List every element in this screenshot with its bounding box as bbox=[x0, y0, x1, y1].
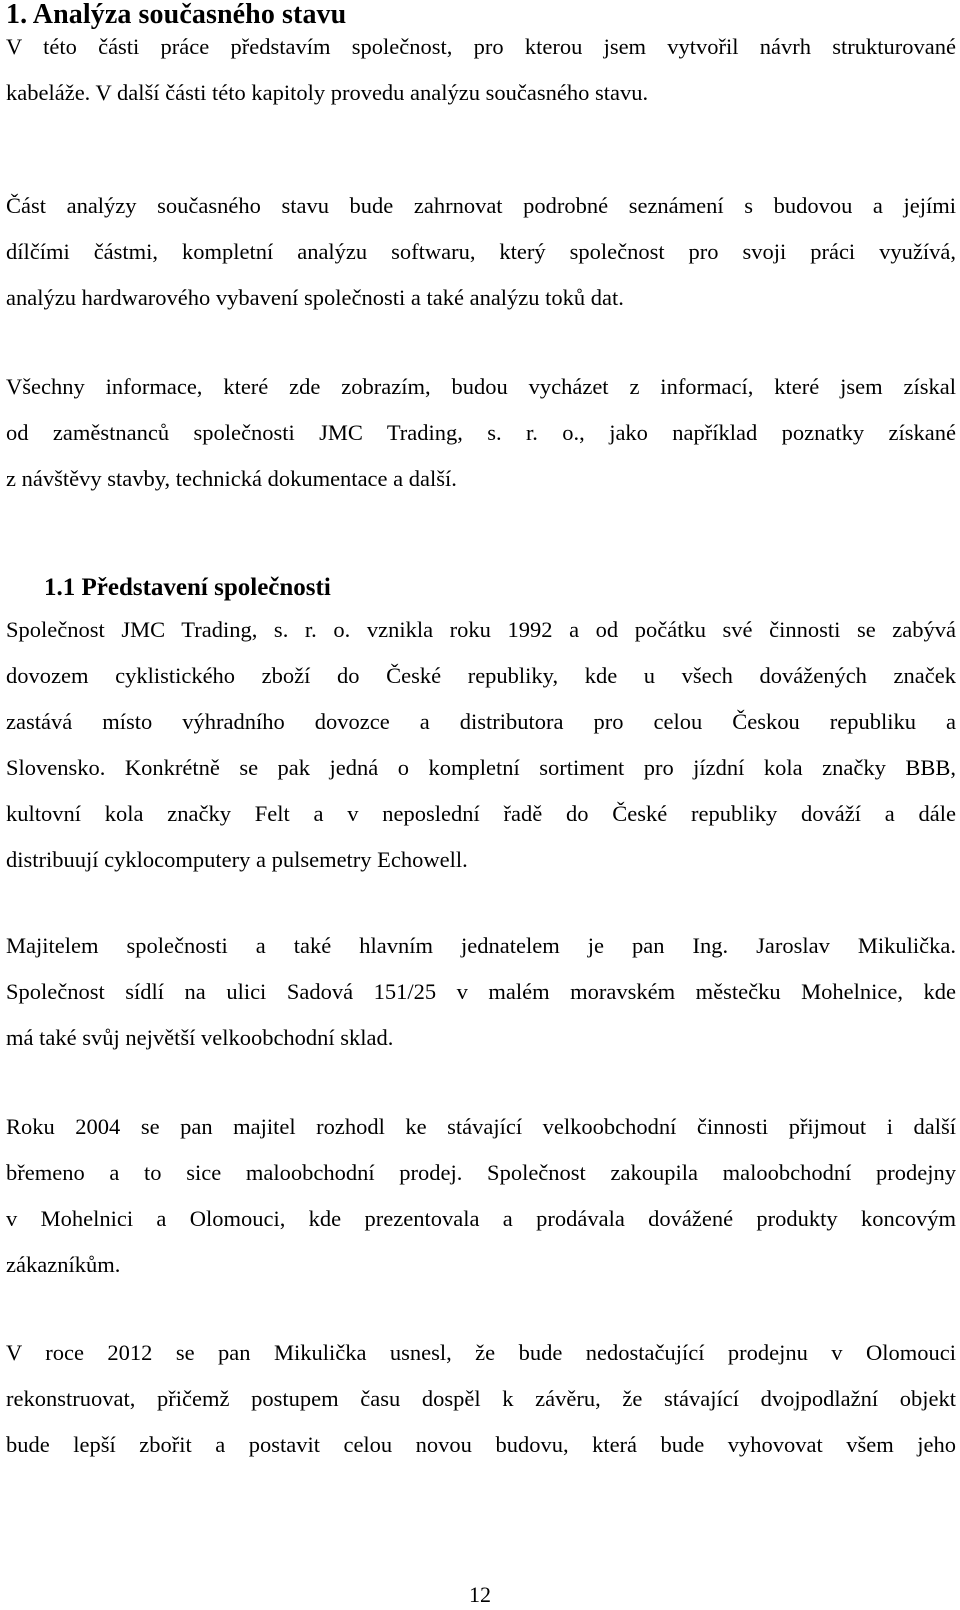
paragraph-line: Majitelem společnosti a také hlavním jednatelem je pan Ing. Jaroslav Mikulička. bbox=[6, 933, 956, 958]
paragraph-line: kultovní kola značky Felt a v neposlední řadě do České republiky dováží a dále bbox=[6, 801, 956, 826]
paragraph-line: analýzu hardwarového vybavení společnosti a také analýzu toků dat. bbox=[6, 285, 624, 310]
paragraph-line: V roce 2012 se pan Mikulička usnesl, že bude nedostačující prodejnu v Olomouci bbox=[6, 1340, 956, 1365]
paragraph-reconstruction bbox=[6, 1330, 956, 1468]
paragraph-company-profile bbox=[6, 607, 956, 883]
paragraph-line: zákazníkům. bbox=[6, 1252, 121, 1277]
paragraph-line: břemeno a to sice maloobchodní prodej. Společnost zakoupila maloobchodní prodejny bbox=[6, 1160, 956, 1185]
paragraph-line: distribuují cyklocomputery a pulsemetry Echowell. bbox=[6, 847, 468, 872]
paragraph-line: V této části práce představím společnost, pro kterou jsem vytvořil návrh strukturované bbox=[6, 34, 956, 59]
section-heading: 1. Analýza současného stavu bbox=[6, 0, 347, 30]
paragraph-line: dovozem cyklistického zboží do České republiky, kde u všech dovážených značek bbox=[6, 663, 956, 688]
paragraph-intro bbox=[6, 24, 956, 116]
paragraph-line: zastává místo výhradního dovozce a distributora pro celou Českou republiku a bbox=[6, 709, 956, 734]
paragraph-line: Společnost sídlí na ulici Sadová 151/25 v malém moravském městečku Mohelnice, kde bbox=[6, 979, 956, 1004]
paragraph-line: Společnost JMC Trading, s. r. o. vznikla roku 1992 a od počátku své činnosti se zabývá bbox=[6, 617, 956, 642]
paragraph-line: kabeláže. V další části této kapitoly provedu analýzu současného stavu. bbox=[6, 80, 649, 105]
paragraph-line: Všechny informace, které zde zobrazím, budou vycházet z informací, které jsem získal bbox=[6, 374, 956, 399]
page-number: 12 bbox=[469, 1582, 491, 1607]
paragraph-line: má také svůj největší velkoobchodní sklad. bbox=[6, 1025, 394, 1050]
paragraph-line: od zaměstnanců společnosti JMC Trading, s. r. o., jako například poznatky získané bbox=[6, 420, 956, 445]
subsection-heading: 1.1 Představení společnosti bbox=[44, 574, 331, 601]
paragraph-line: dílčími částmi, kompletní analýzu softwaru, který společnost pro svoji práci využívá, bbox=[6, 239, 956, 264]
paragraph-sources bbox=[6, 364, 956, 502]
paragraph-line: bude lepší zbořit a postavit celou novou budovu, která bude vyhovovat všem jeho bbox=[6, 1432, 956, 1457]
paragraph-line: Slovensko. Konkrétně se pak jedná o kompletní sortiment pro jízdní kola značky BBB, bbox=[6, 755, 956, 780]
paragraph-line: rekonstruovat, přičemž postupem času dospěl k závěru, že stávající dvojpodlažní objekt bbox=[6, 1386, 956, 1411]
paragraph-line: z návštěvy stavby, technická dokumentace a další. bbox=[6, 466, 457, 491]
paragraph-line: Část analýzy současného stavu bude zahrnovat podrobné seznámení s budovou a jejími bbox=[6, 193, 956, 218]
paragraph-line: Roku 2004 se pan majitel rozhodl ke stávající velkoobchodní činnosti přijmout i další bbox=[6, 1114, 956, 1139]
paragraph-analysis-scope bbox=[6, 183, 956, 321]
paragraph-line: v Mohelnici a Olomouci, kde prezentovala a prodávala dovážené produkty koncovým bbox=[6, 1206, 956, 1231]
paragraph-owner bbox=[6, 923, 956, 1061]
paragraph-retail-expansion bbox=[6, 1104, 956, 1288]
